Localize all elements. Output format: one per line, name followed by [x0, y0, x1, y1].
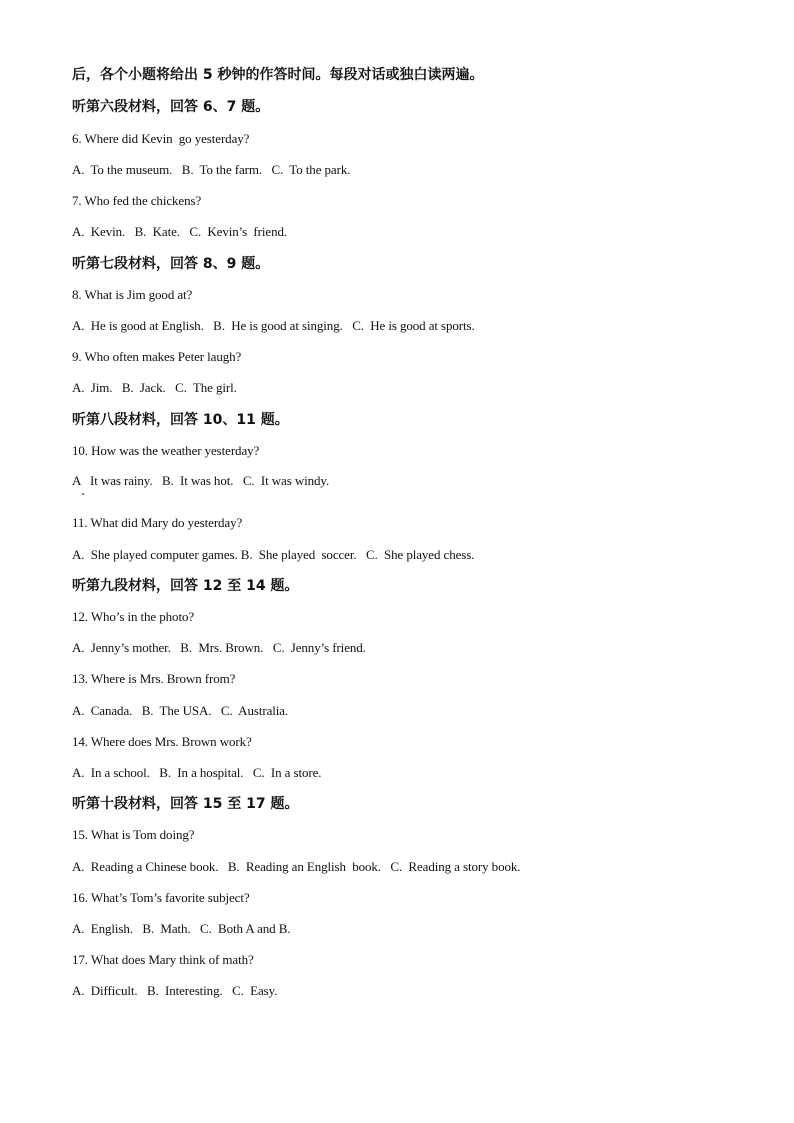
question-12: 12. Who’s in the photo?	[72, 609, 195, 624]
options-10: A It was rainy. B. It was hot. C. It was windy.	[72, 473, 330, 488]
question-17: 17. What does Mary think of math?	[72, 952, 254, 967]
question-13: 13. Where is Mrs. Brown from?	[72, 671, 236, 686]
stray-dot	[82, 493, 84, 495]
question-16: 16. What’s Tom’s favorite subject?	[72, 890, 250, 905]
question-10: 10. How was the weather yesterday?	[72, 443, 260, 458]
options-17: A. Difficult. B. Interesting. C. Easy.	[72, 983, 278, 998]
options-9: A. Jim. B. Jack. C. The girl.	[72, 380, 237, 395]
section-heading-6: 听第六段材料，回答 6、7 题。	[72, 99, 270, 115]
options-13: A. Canada. B. The USA. C. Australia.	[72, 703, 289, 718]
options-16: A. English. B. Math. C. Both A and B.	[72, 921, 291, 936]
question-15: 15. What is Tom doing?	[72, 827, 195, 842]
question-11: 11. What did Mary do yesterday?	[72, 515, 243, 530]
question-6: 6. Where did Kevin go yesterday?	[72, 131, 250, 146]
question-8: 8. What is Jim good at?	[72, 287, 193, 302]
options-11: A. She played computer games. B. She played soccer. C. She played chess.	[72, 547, 475, 562]
options-8: A. He is good at English. B. He is good at singing. C. He is good at sports.	[72, 318, 475, 333]
question-7: 7. Who fed the chickens?	[72, 193, 202, 208]
section-heading-9: 听第九段材料，回答 12 至 14 题。	[72, 578, 299, 594]
options-15: A. Reading a Chinese book. B. Reading an English book. C. Reading a story book.	[72, 859, 521, 874]
section-heading-10: 听第十段材料，回答 15 至 17 题。	[72, 796, 299, 812]
instruction-line: 后，各个小题将给出 5 秒钟的作答时间。每段对话或独白读两遍。	[72, 67, 484, 83]
options-12: A. Jenny’s mother. B. Mrs. Brown. C. Jenny’s friend.	[72, 640, 366, 655]
section-heading-8: 听第八段材料，回答 10、11 题。	[72, 412, 289, 428]
options-14: A. In a school. B. In a hospital. C. In a store.	[72, 765, 322, 780]
section-heading-7: 听第七段材料，回答 8、9 题。	[72, 256, 270, 272]
question-9: 9. Who often makes Peter laugh?	[72, 349, 242, 364]
options-7: A. Kevin. B. Kate. C. Kevin’s friend.	[72, 224, 288, 239]
options-6: A. To the museum. B. To the farm. C. To the park.	[72, 162, 351, 177]
question-14: 14. Where does Mrs. Brown work?	[72, 734, 252, 749]
